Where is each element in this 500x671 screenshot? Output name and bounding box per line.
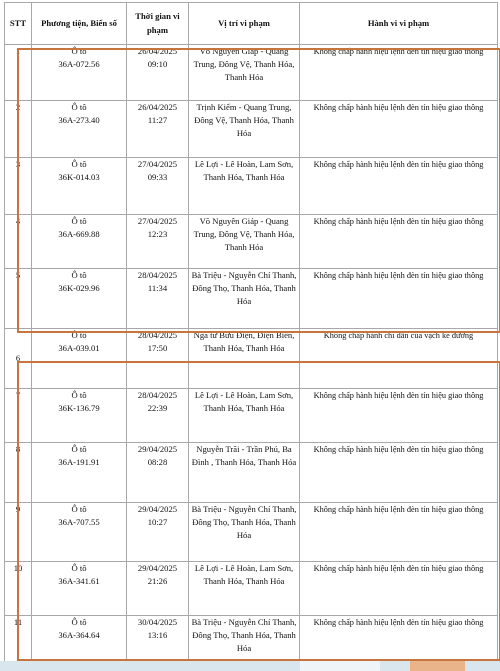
table-row [5,503,498,562]
cell-time [127,562,189,616]
violation-date: 30/04/2025 [137,617,178,627]
header-stt: STT [5,3,32,45]
cell-vehicle [32,269,127,329]
header-time: Thời gian vi phạm [127,3,189,45]
violation-date: 27/04/2025 [137,216,178,226]
violation-date: 28/04/2025 [137,330,178,340]
vehicle-type: Ô tô [71,159,87,169]
violation-date: 28/04/2025 [137,390,178,400]
violation-time: 17:50 [147,343,168,354]
violation-date: 27/04/2025 [137,159,178,169]
cell-location: Võ Nguyên Giáp - Quang Trung, Đông Vệ, Thanh Hóa, Thanh Hóa [189,215,300,269]
table-row [5,101,498,158]
cell-location: Bà Triệu - Nguyễn Chí Thanh, Đông Thọ, Thanh Hóa, Thanh Hóa [189,616,300,666]
cell-violation: Không chấp hành hiệu lệnh đèn tín hiệu giao thông [300,215,498,269]
cell-vehicle [32,389,127,443]
violation-time: 09:10 [147,59,168,70]
cell-violation: Không chấp hành chỉ dẫn của vạch kẻ đường [300,329,498,389]
cell-time [127,443,189,503]
cell-stt: 7 [5,389,32,443]
plate-number: 36A-273.40 [58,115,100,126]
cell-location: Lê Lợi - Lê Hoàn, Lam Sơn, Thanh Hóa, Thanh Hóa [189,562,300,616]
cell-vehicle [32,443,127,503]
table-row [5,443,498,503]
cell-time [127,616,189,666]
cell-stt: 4 [5,215,32,269]
violation-time: 22:39 [147,403,168,414]
table-row [5,45,498,101]
cell-location: Ngã tư Bưu Điện, Điện Biên, Thanh Hóa, Thanh Hóa [189,329,300,389]
violation-time: 13:16 [147,630,168,641]
header-vehicle: Phương tiện, Biển số [32,3,127,45]
cell-time [127,329,189,389]
cell-time [127,215,189,269]
violation-time: 12:23 [147,229,168,240]
header-violation: Hành vi vi phạm [300,3,498,45]
plate-number: 36A-341.61 [58,576,100,587]
violation-time: 09:33 [147,172,168,183]
vehicle-type: Ô tô [71,563,87,573]
cell-vehicle [32,616,127,666]
plate-number: 36A-364.64 [58,630,100,641]
cell-stt: 6 [5,329,32,389]
cell-location: Lê Lợi - Lê Hoàn, Lam Sơn, Thanh Hóa, Thanh Hóa [189,158,300,215]
plate-number: 36K-029.96 [58,283,100,294]
plate-number: 36A-191.91 [58,457,100,468]
cell-location: Bà Triệu - Nguyễn Chí Thanh, Đông Thọ, Thanh Hóa, Thanh Hóa [189,503,300,562]
table-body [5,45,498,666]
violation-time: 11:27 [147,115,168,126]
cell-vehicle [32,215,127,269]
cell-location: Nguyễn Trãi - Trần Phú, Ba Đình , Thanh Hóa, Thanh Hóa [189,443,300,503]
cell-vehicle [32,329,127,389]
cell-location: Lê Lợi - Lê Hoàn, Lam Sơn, Thanh Hóa, Thanh Hóa [189,389,300,443]
vehicle-type: Ô tô [71,504,87,514]
vehicle-type: Ô tô [71,216,87,226]
violation-time: 11:34 [147,283,168,294]
cell-violation: Không chấp hành hiệu lệnh đèn tín hiệu giao thông [300,389,498,443]
cell-stt: 10 [5,562,32,616]
plate-number: 36A-072.56 [58,59,100,70]
cell-violation: Không chấp hành hiệu lệnh đèn tín hiệu giao thông [300,101,498,158]
violation-date: 26/04/2025 [137,102,178,112]
table-row [5,215,498,269]
violation-date: 28/04/2025 [137,270,178,280]
violation-time: 10:27 [147,517,168,528]
cell-location: Trịnh Kiểm - Quang Trung, Đông Vệ, Thanh Hóa, Thanh Hóa [189,101,300,158]
cell-time [127,158,189,215]
vehicle-type: Ô tô [71,444,87,454]
cell-stt: 3 [5,158,32,215]
cell-violation: Không chấp hành hiệu lệnh đèn tín hiệu giao thông [300,45,498,101]
header-location: Vị trí vi phạm [189,3,300,45]
cell-violation: Không chấp hành hiệu lệnh đèn tín hiệu giao thông [300,503,498,562]
table-header-row [5,3,498,45]
cell-vehicle [32,101,127,158]
cell-violation: Không chấp hành hiệu lệnh đèn tín hiệu giao thông [300,443,498,503]
violation-date: 29/04/2025 [137,444,178,454]
cell-time [127,101,189,158]
violation-time: 21:26 [147,576,168,587]
plate-number: 36A-707.55 [58,517,100,528]
plate-number: 36K-014.03 [58,172,100,183]
bottom-strip-segment [300,661,380,671]
vehicle-type: Ô tô [71,330,87,340]
violation-date: 29/04/2025 [137,563,178,573]
violations-table [4,2,498,666]
cell-vehicle [32,562,127,616]
violation-date: 26/04/2025 [137,46,178,56]
cell-stt: 8 [5,443,32,503]
violation-time: 08:28 [147,457,168,468]
table-row [5,158,498,215]
cell-location: Võ Nguyên Giáp - Quang Trung, Đông Vệ, Thanh Hóa, Thanh Hóa [189,45,300,101]
cell-violation: Không chấp hành hiệu lệnh đèn tín hiệu giao thông [300,562,498,616]
cell-stt: 11 [5,616,32,666]
cell-time [127,269,189,329]
table-row [5,389,498,443]
cell-violation: Không chấp hành hiệu lệnh đèn tín hiệu giao thông [300,158,498,215]
vehicle-type: Ô tô [71,46,87,56]
cell-time [127,389,189,443]
vehicle-type: Ô tô [71,270,87,280]
vehicle-type: Ô tô [71,102,87,112]
table-row [5,562,498,616]
vehicle-type: Ô tô [71,390,87,400]
cell-violation: Không chấp hành hiệu lệnh đèn tín hiệu giao thông [300,616,498,666]
violation-date: 29/04/2025 [137,504,178,514]
table-row [5,269,498,329]
cell-violation: Không chấp hành hiệu lệnh đèn tín hiệu giao thông [300,269,498,329]
cell-vehicle [32,158,127,215]
cell-stt: 2 [5,101,32,158]
bottom-accent-segment [410,661,465,671]
cell-time [127,45,189,101]
cell-vehicle [32,503,127,562]
plate-number: 36A-039.01 [58,343,100,354]
cell-stt: 1 [5,45,32,101]
cell-location: Bà Triệu - Nguyễn Chí Thanh, Đông Thọ, Thanh Hóa, Thanh Hóa [189,269,300,329]
cell-stt: 9 [5,503,32,562]
cell-vehicle [32,45,127,101]
cell-stt: 5 [5,269,32,329]
plate-number: 36A-669.88 [58,229,100,240]
table-row [5,616,498,666]
table-row [5,329,498,389]
cell-time [127,503,189,562]
plate-number: 36K-136.79 [58,403,100,414]
vehicle-type: Ô tô [71,617,87,627]
